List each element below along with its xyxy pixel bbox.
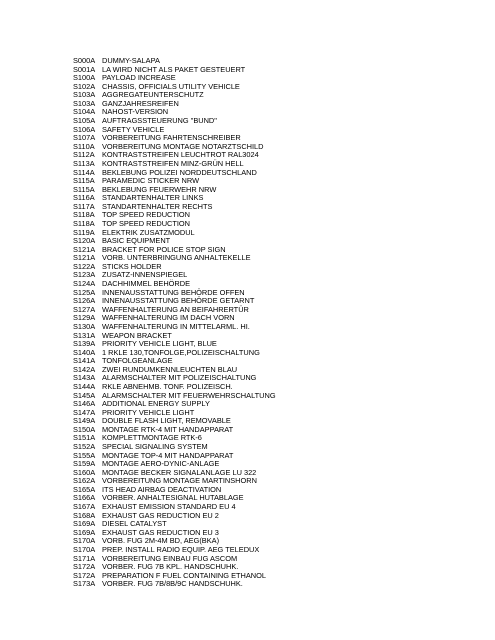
option-description: VORBER. FUG 7B KPL. HANDSCHUHK. [102, 562, 239, 572]
option-code: S167A [73, 502, 96, 512]
option-code: S123A [73, 270, 96, 280]
option-description: MONTAGE AERO-DYNIC-ANLAGE [102, 459, 220, 469]
option-description: EXHAUST GAS REDUCTION EU 3 [102, 527, 219, 537]
option-description: STANDARTENHALTER RECHTS [102, 201, 213, 211]
option-code: S147A [73, 407, 96, 417]
option-description: VORBEREITUNG FAHRTENSCHREIBER [102, 133, 241, 143]
option-code: S103A [73, 90, 96, 100]
option-code: S129A [73, 313, 96, 323]
option-code: S105A [73, 116, 96, 126]
option-description: PRIORITY VEHICLE LIGHT [102, 407, 195, 417]
option-description: VORBEREITUNG MONTAGE NOTARZTSCHILD [102, 141, 264, 151]
option-code: S112A [73, 150, 95, 160]
option-code: S100A [73, 73, 96, 83]
option-description: DUMMY-SALAPA [102, 56, 160, 65]
option-code: S149A [73, 416, 96, 426]
option-code: S166A [73, 493, 96, 503]
option-description: EXHAUST EMISSION STANDARD EU 4 [102, 502, 236, 512]
option-code: S115A [73, 184, 95, 194]
option-code: S152A [73, 442, 96, 452]
option-description: KONTRASTSTREIFEN LEUCHTROT RAL3024 [102, 150, 259, 160]
option-description: VORB. FUG 2M-4M BD, AEG(BKA) [102, 536, 220, 546]
option-description: EXHAUST GAS REDUCTION EU 2 [102, 510, 219, 520]
option-description: 1 RKLE 130,TONFOLGE,POLIZEISCHALTUNG [102, 347, 260, 357]
option-description: MONTAGE RTK-4 MIT HANDAPPARAT [102, 424, 234, 434]
option-code: S146A [73, 399, 96, 409]
option-code: S173A [73, 579, 96, 589]
option-description: ZUSATZ-INNENSPIEGEL [102, 270, 188, 280]
option-description: TOP SPEED REDUCTION [102, 218, 191, 228]
option-code: S162A [73, 476, 96, 486]
option-description: ITS HEAD AIRBAG DEACTIVATION [102, 484, 222, 494]
option-description: STICKS HOLDER [102, 261, 162, 271]
option-code: S172A [73, 570, 96, 580]
option-code: S124A [73, 279, 96, 289]
list-item [73, 580, 276, 589]
option-description: AGGREGATEUNTERSCHUTZ [102, 90, 204, 100]
option-code: S000A [73, 56, 96, 65]
option-code: S139A [73, 339, 96, 349]
option-code: S126A [73, 296, 96, 306]
option-code: S143A [73, 373, 96, 383]
option-description: KOMPLETTMONTAGE RTK-6 [102, 433, 202, 443]
option-description: DACHHIMMEL BEHÖRDE [102, 279, 191, 289]
option-code: S142A [73, 364, 96, 374]
option-code: S120A [73, 236, 96, 246]
option-code: S172A [73, 562, 96, 572]
option-description: WAFFENHALTERUNG IM DACH VORN [102, 313, 235, 323]
option-code: S168A [73, 510, 96, 520]
option-code: S118A [73, 218, 95, 228]
option-description: VORBER. FUG 7B/8B/9C HANDSCHUHK. [102, 579, 243, 589]
option-description: TONFOLGEANLAGE [102, 356, 173, 366]
option-description: RKLE ABNEHMB. TONF. POLIZEISCH. [102, 381, 233, 391]
option-description: VORBEREITUNG EINBAU FUG ASCOM [102, 553, 238, 563]
option-code: S169A [73, 527, 96, 537]
option-code: S104A [73, 107, 96, 117]
option-description: DIESEL CATALYST [102, 519, 167, 529]
option-code: S160A [73, 467, 96, 477]
option-description: ELEKTRIK ZUSATZMODUL [102, 227, 195, 237]
option-description: STANDARTENHALTER LINKS [102, 193, 204, 203]
option-description: BRACKET FOR POLICE STOP SIGN [102, 244, 226, 254]
option-description: PREP. INSTALL RADIO EQUIP. AEG TELEDUX [102, 544, 260, 554]
option-code: S171A [73, 553, 96, 563]
option-code: S114A [73, 167, 95, 177]
option-code: S130A [73, 321, 96, 331]
option-description: KONTRASTSTREIFEN MINZ-GRÜN HELL [102, 158, 244, 168]
option-code: S165A [73, 484, 96, 494]
option-description: MONTAGE TOP-4 MIT HANDAPPARAT [102, 450, 234, 460]
option-code: S117A [73, 201, 95, 211]
option-code: S118A [73, 210, 95, 220]
option-code: S141A [73, 356, 96, 366]
option-description: PARAMEDIC STICKER NRW [102, 176, 200, 186]
option-description: PAYLOAD INCREASE [102, 73, 176, 83]
option-description: VORBEREITUNG MONTAGE MARTINSHORN [102, 476, 257, 486]
option-code: S170A [73, 536, 96, 546]
option-description: WAFFENHALTERUNG IN MITTELARML. HI. [102, 321, 250, 331]
option-code: S151A [73, 433, 96, 443]
option-description: INNENAUSSTATTUNG BEHÖRDE OFFEN [102, 287, 245, 297]
option-description: PREPARATION F FUEL CONTAINING ETHANOL [102, 570, 266, 580]
option-code: S125A [73, 287, 96, 297]
option-description: PRIORITY VEHICLE LIGHT, BLUE [102, 339, 217, 349]
option-description: BEKLEBUNG FEUERWEHR NRW [102, 184, 217, 194]
option-description: CHASSIS, OFFICIALS UTILITY VEHICLE [102, 81, 240, 91]
option-code: S122A [73, 261, 96, 271]
option-description: VORBER. ANHALTESIGNAL HUTABLAGE [102, 493, 244, 503]
option-description: ALARMSCHALTER MIT FEUERWEHRSCHALTUNG [102, 390, 276, 400]
option-code: S170A [73, 544, 96, 554]
option-code: S144A [73, 381, 96, 391]
option-description: WAFFENHALTERUNG AN BEIFAHRERTÜR [102, 304, 249, 314]
option-description: MONTAGE BECKER SIGNALANLAGE LU 322 [102, 467, 257, 477]
option-description: VORB. UNTERBRINGUNG ANHALTEKELLE [102, 253, 251, 263]
option-description: BEKLEBUNG POLIZEI NORDDEUTSCHLAND [102, 167, 257, 177]
option-code: S121A [73, 244, 96, 254]
option-description: SPECIAL SIGNALING SYSTEM [102, 442, 208, 452]
option-code: S169A [73, 519, 96, 529]
option-code: S106A [73, 124, 96, 134]
option-description: SAFETY VEHICLE [102, 124, 165, 134]
option-code: S140A [73, 347, 96, 357]
option-code: S150A [73, 424, 96, 434]
option-code: S113A [73, 158, 95, 168]
option-description: ZWEI RUNDUMKENNLEUCHTEN BLAU [102, 364, 238, 374]
option-code: S116A [73, 193, 95, 203]
option-code: S155A [73, 450, 96, 460]
option-code: S159A [73, 459, 96, 469]
option-code: S001A [73, 64, 96, 74]
option-code: S121A [73, 253, 96, 263]
option-description: NAHOST-VERSION [102, 107, 169, 117]
option-code: S131A [73, 330, 96, 340]
option-code: S110A [73, 141, 95, 151]
option-code: S103A [73, 98, 96, 108]
option-description: ADDITIONAL ENERGY SUPPLY [102, 399, 210, 409]
option-description: WEAPON BRACKET [102, 330, 172, 340]
option-code-list [73, 57, 276, 589]
option-description: INNENAUSSTATTUNG BEHÖRDE GETARNT [102, 296, 255, 306]
option-code: S107A [73, 133, 96, 143]
option-description: DOUBLE FLASH LIGHT, REMOVABLE [102, 416, 231, 426]
option-code: S145A [73, 390, 96, 400]
option-description: TOP SPEED REDUCTION [102, 210, 191, 220]
option-code: S115A [73, 176, 95, 186]
option-description: LA WIRD NICHT ALS PAKET GESTEUERT [102, 64, 246, 74]
option-description: AUFTRAGSSTEUERUNG "BUND" [102, 116, 217, 126]
option-code: S127A [73, 304, 96, 314]
option-description: ALARMSCHALTER MIT POLIZEISCHALTUNG [102, 373, 257, 383]
option-description: BASIC EQUIPMENT [102, 236, 171, 246]
option-code: S119A [73, 227, 95, 237]
option-description: GANZJAHRESREIFEN [102, 98, 179, 108]
option-code: S102A [73, 81, 96, 91]
